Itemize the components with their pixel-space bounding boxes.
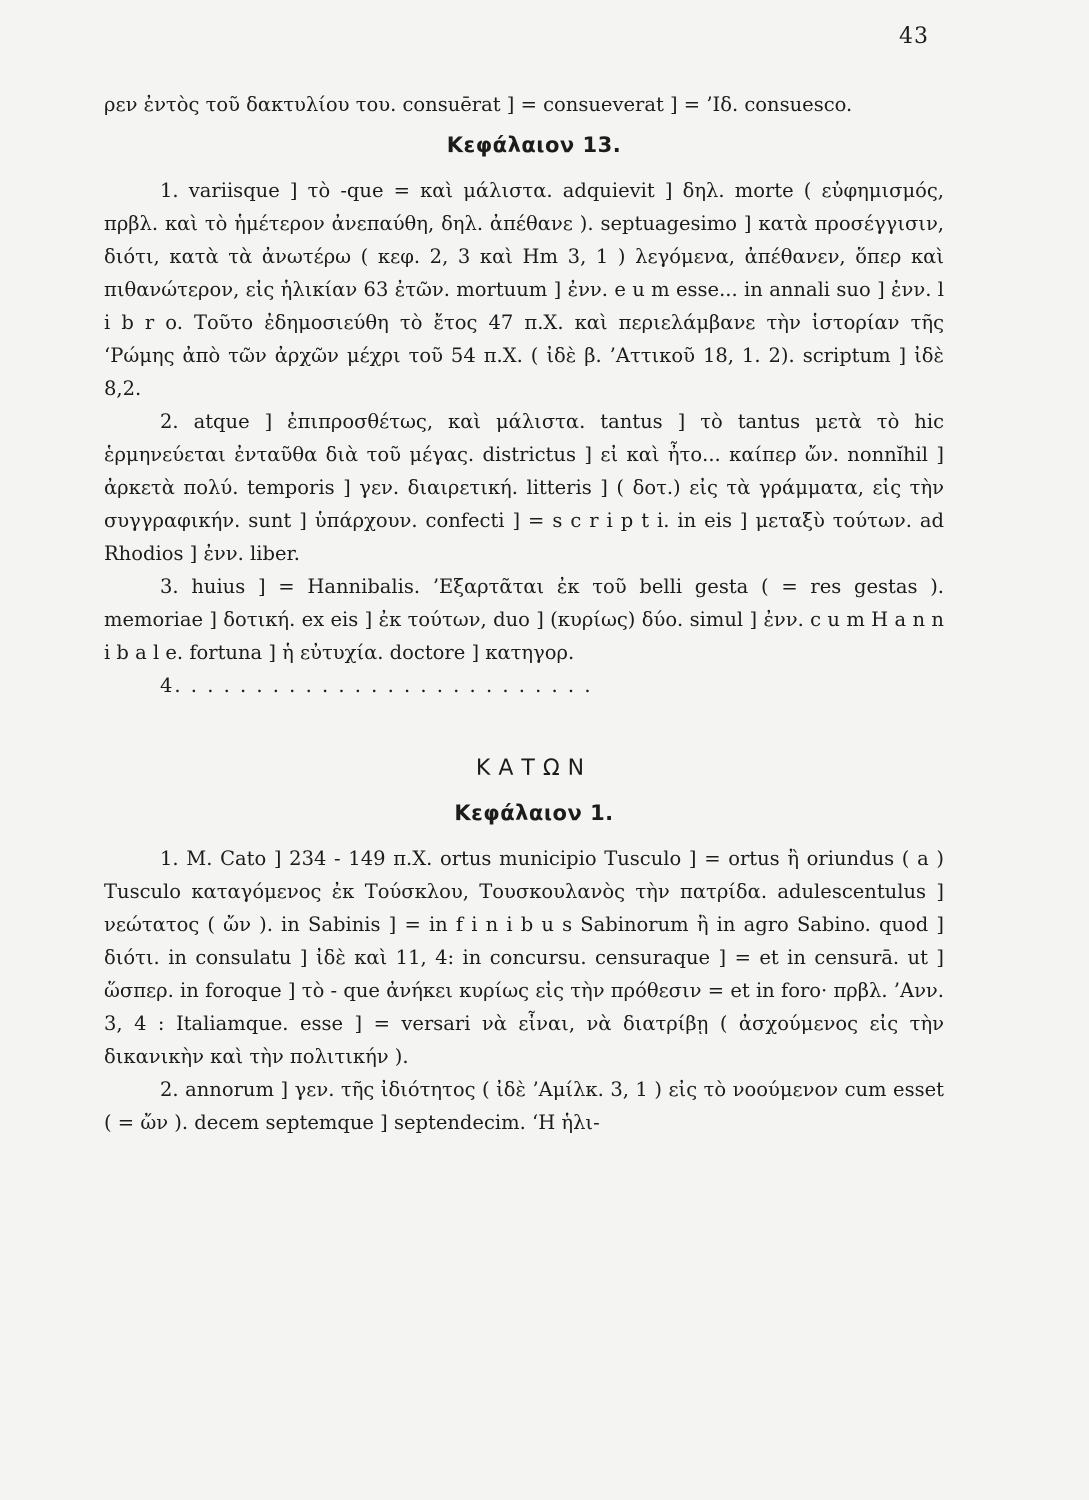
chapter-13-paragraph-3: 3. huius ] = Hannibalis. ’Εξαρτᾶται ἐκ τοῦ belli gesta ( = res gestas ). memoriae ] δοτική. ex eis ] ἐκ τούτων, duo ] (κυρίως) δύο. simul ] ἐνν. c u m H a n n i b a l e. fortuna ] ἡ εὐτυχία. doctore ] κατηγορ.: [104, 575, 944, 664]
text-block: [104, 88, 944, 1139]
continuation-paragraph: ρεν ἐντὸς τοῦ δακτυλίου του. consuērat ] = consueverat ] = ’Ιδ. consuesco.: [104, 93, 853, 116]
chapter-13-heading: Κεφάλαιον 13.: [446, 133, 622, 157]
cato-chapter-1-heading: Κεφάλαιον 1.: [454, 801, 614, 825]
page-number: 43: [899, 24, 929, 49]
chapter-13-paragraph-4: 4. . . . . . . . . . . . . . . . . . . . . . . . . .: [160, 674, 593, 697]
cato-paragraph-2: 2. annorum ] γεν. τῆς ἰδιότητος ( ἰδὲ ’Αμίλκ. 3, 1 ) εἰς τὸ νοούμενον cum esset ( = ὤν ). decem septemque ] septendecim. ‘Η ἡλι-: [104, 1078, 944, 1134]
chapter-13-paragraph-2: 2. atque ] ἐπιπροσθέτως, καὶ μάλιστα. tantus ] τὸ tantus μετὰ τὸ hic ἑρμηνεύεται ἐνταῦθα διὰ τοῦ μέγας. districtus ] εἰ καὶ ἦτο... καίπερ ὤν. nonnĭhil ] ἀρκετὰ πολύ. temporis ] γεν. διαιρετική. litteris ] ( δοτ.) εἰς τὰ γράμματα, εἰς τὴν συγγραφικήν. sunt ] ὑπάρχουν. confecti ] = s c r i p t i. in eis ] μεταξὺ τούτων. ad Rhodios ] ἐνν. liber.: [104, 410, 944, 565]
chapter-13-paragraph-1: 1. variisque ] τὸ -que = καὶ μάλιστα. adquievit ] δηλ. morte ( εὐφημισμός, πρβλ. καὶ τὸ ἡμέτερον ἀνεπαύθη, δηλ. ἀπέθανε ). septuagesimo ] κατὰ προσέγγισιν, διότι, κατὰ τὰ ἀνωτέρω ( κεφ. 2, 3 καὶ Hm 3, 1 ) λεγόμενα, ἀπέθανεν, ὅπερ καὶ πιθανώτερον, εἰς ἡλικίαν 63 ἐτῶν. mortuum ] ἐνν. e u m esse... in annali suo ] ἐνν. l i b r o. Τοῦτο ἐδημοσιεύθη τὸ ἔτος 47 π.Χ. καὶ περιελάμβανε τὴν ἱστορίαν τῆς ‘Ρώμης ἀπὸ τῶν ἀρχῶν μέχρι τοῦ 54 π.Χ. ( ἰδὲ β. ’Αττικοῦ 18, 1. 2). scriptum ] ἰδὲ 8,2.: [104, 179, 944, 400]
cato-section-title: ΚΑΤΩΝ: [475, 756, 593, 781]
cato-paragraph-1: 1. M. Cato ] 234 - 149 π.Χ. ortus municipio Tusculo ] = ortus ἢ oriundus ( a ) Tusculo καταγόμενος ἐκ Τούσκλου, Τουσκουλανὸς τὴν πατρίδα. adulescentulus ] νεώτατος ( ὤν ). in Sabinis ] = in f i n i b u s Sabinorum ἢ in agro Sabino. quod ] διότι. in consulatu ] ἰδὲ καὶ 11, 4: in concursu. censuraque ] = et in censurā. ut ] ὥσπερ. in foroque ] τὸ - que ἀνήκει κυρίως εἰς τὴν πρόθεσιν = et in foro· πρβλ. ’Ανν. 3, 4 : Italiamque. esse ] = versari νὰ εἶναι, νὰ διατρίβῃ ( ἀσχούμενος εἰς τὴν δικανικὴν καὶ τὴν πολιτικήν ).: [104, 847, 944, 1068]
